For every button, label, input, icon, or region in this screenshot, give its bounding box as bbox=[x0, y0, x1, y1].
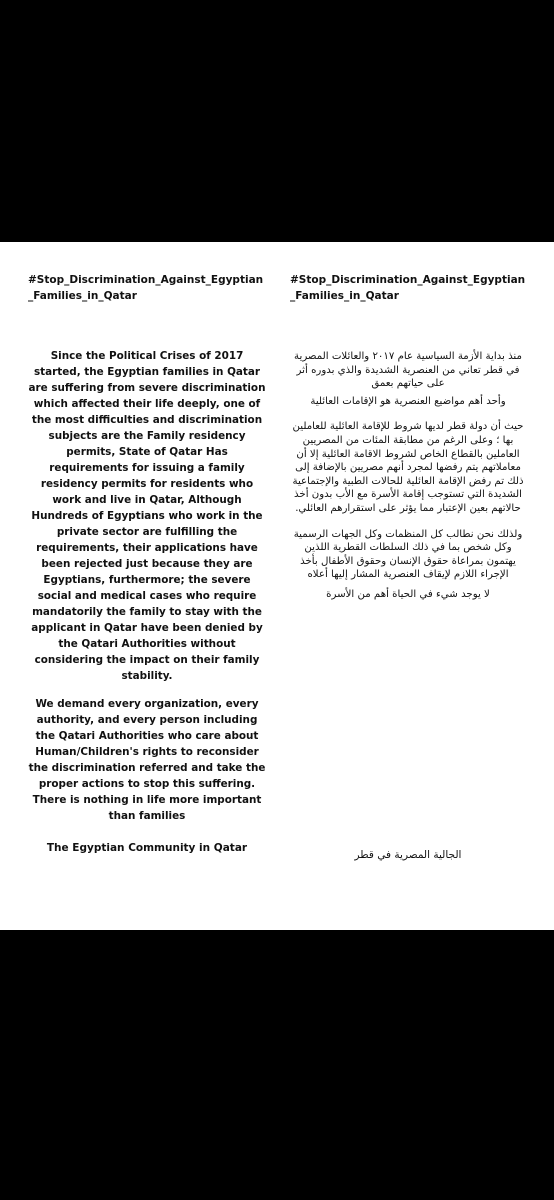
document-image bbox=[0, 242, 554, 930]
english-signature: The Egyptian Community in Qatar bbox=[46, 842, 248, 854]
arabic-hashtag: #Stop_Discrimination_Against_Egyptian_Families_in_Qatar bbox=[290, 274, 526, 302]
top-black-band bbox=[0, 0, 554, 242]
arabic-signature: الجالية المصرية في قطر bbox=[354, 849, 462, 861]
english-paragraph-1: Since the Political Crises of 2017 started, the Egyptian families in Qatar are suffering from severe discrimination which affected their life deeply, one of the most difficulties and discrimination subjects are the Family residency permits, State of Qatar Has requirements for issuing a family residency permits for residents who work and live in Qatar, Although Hundreds of Egyptians who work in the private sector are fulfilling the requirements, their applications have been rejected just because they are Egyptians, furthermore; the severe social and medical cases who require mandatorily the family to stay with the applicant in Qatar have been denied by the Qatari Authorities without considering the impact on their family stability. bbox=[28, 350, 266, 682]
english-paragraph-2: We demand every organization, every authority, and every person including the Qatari Authorities who care about Human/Children's rights to reconsider the discrimination referred and take the proper actions to stop this suffering. There is nothing in life more important than families bbox=[28, 698, 266, 822]
bottom-black-band bbox=[0, 930, 554, 1200]
arabic-paragraph-5: لا يوجد شيء في الحياة أهم من الأسرة bbox=[326, 588, 490, 600]
arabic-column bbox=[290, 272, 526, 861]
english-column bbox=[28, 272, 266, 854]
arabic-paragraph-4: ولذلك نحن نطالب كل المنظمات وكل الجهات الرسمية وكل شخص بما في ذلك السلطات القطرية اللذين يهتمون بمراعاة حقوق الإنسان وحقوق الأطفال بأخذ الإجراء اللازم لإيقاف العنصرية المشار إليها أعلاه bbox=[293, 528, 523, 581]
english-hashtag: #Stop_Discrimination_Against_Egyptian_Families_in_Qatar bbox=[28, 274, 264, 302]
arabic-paragraph-3: حيث أن دولة قطر لديها شروط للإقامة العائلية للعاملين بها ؛ وعلى الرغم من مطابقة المئات من المصريين العاملين بالقطاع الخاص لشروط الاقامة العائلية إلا أن معاملاتهم يتم رفضها لمجرد أنهم مصريين بالإضافة إلى ذلك تم رفض الإقامة العائلية للحالات الطبية والإجتماعية الشديدة التي تستوجب إقامة الأسرة مع الأب بدون أخذ حالاتهم بعين الإعتبار مما يؤثر على استقرارهم العائلي. bbox=[292, 421, 524, 514]
arabic-paragraph-1: منذ بداية الأزمة السياسية عام ٢٠١٧ والعائلات المصرية في قطر تعاني من العنصرية الشديدة والذي بدوره أثر على حياتهم بعمق bbox=[294, 351, 522, 390]
arabic-paragraph-2: وأحد أهم مواضيع العنصرية هو الإقامات العائلية bbox=[310, 395, 506, 407]
